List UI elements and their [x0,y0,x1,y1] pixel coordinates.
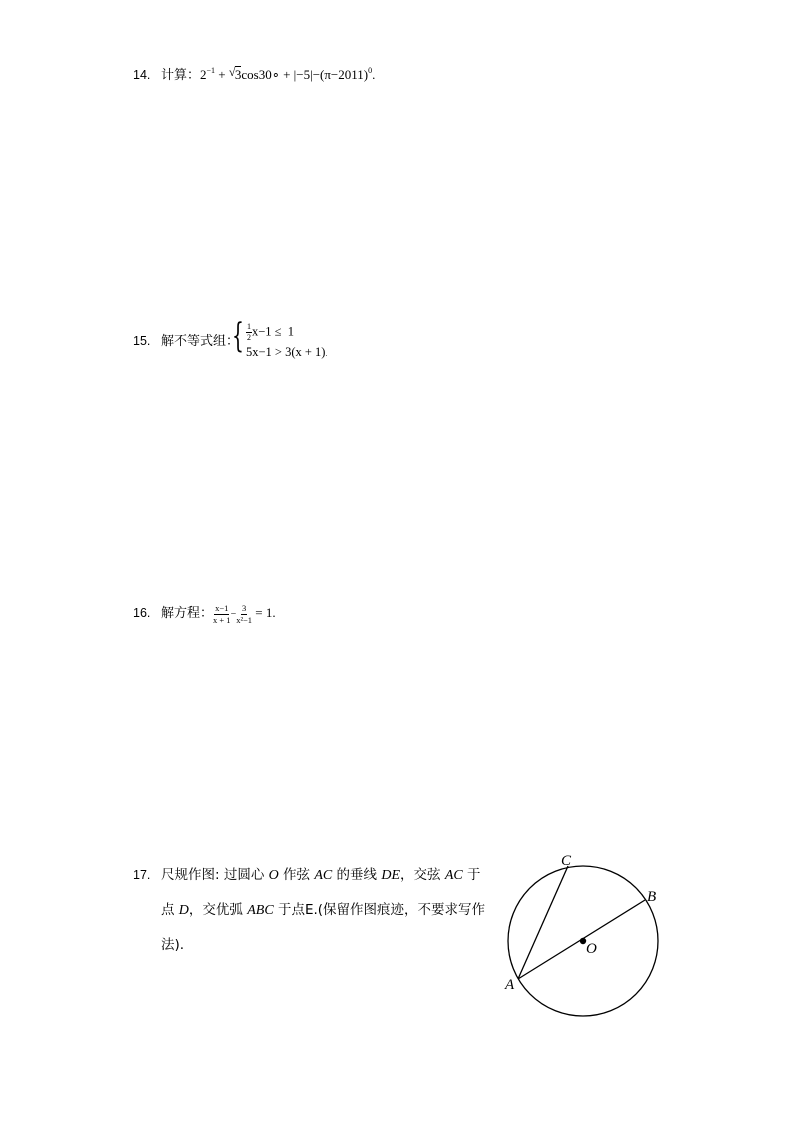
var-O: O [268,868,279,883]
text: 作弦 [278,867,315,883]
question-15 [133,334,239,348]
question-14 [133,65,376,83]
period: . [325,350,328,358]
text: ，交优弧 [188,902,248,918]
question-label: 解方程： [161,605,214,621]
denominator: x²−1 [236,614,253,625]
question-label: 计算： [161,68,201,83]
line-2 [133,893,493,928]
numerator: x−1 [215,603,229,613]
label-O: O [586,941,597,957]
numerator: 3 [242,603,247,613]
label-C: C [561,853,572,869]
var-DE: DE [381,868,401,883]
question-number: 17. [133,868,151,882]
line-1 [133,867,481,883]
equation [213,603,276,625]
text: 于 [462,867,481,883]
exponent: −1 [206,66,216,75]
question-label: 解不等式组： [161,334,240,349]
var-AC: AC [314,868,333,883]
period: . [372,67,376,82]
chord-AC [518,866,568,979]
var-AC: AC [444,868,463,883]
label-A: A [505,977,515,993]
var-ABC: ABC [247,903,274,918]
fraction [236,604,252,624]
question-number: 14. [133,68,151,82]
numerator: 1 [247,322,251,331]
text: ，交弦 [400,867,445,883]
plus-sign: + [215,67,229,82]
text: 点 [161,902,179,918]
inequality-text: 5x−1 > 3(x + 1) [246,345,326,359]
var-D: D [178,903,189,918]
sqrt [228,65,242,82]
question-17 [133,858,493,962]
text: 于点E.(保留作图痕迹，不要求写作 [273,902,486,918]
inequality-2 [246,345,327,360]
circle-figure [495,845,675,1025]
denominator: x + 1 [213,614,231,625]
question-number: 15. [133,334,151,348]
fraction [213,604,231,624]
inequality-text: x−1 ≤ 1 [252,324,295,339]
minus-sign: − [230,608,237,620]
cos-term: cos30∘ + |−5|−(π−2011) [241,67,369,82]
question-number: 16. [133,605,151,620]
radical-icon: √ [228,65,236,79]
line-3: 法). [161,937,185,953]
inequality-1 [246,323,294,342]
label-B: B [647,889,657,905]
expression [200,67,375,82]
question-16 [133,604,276,624]
sqrt-argument: 3 [234,67,242,82]
base: 2 [200,67,207,82]
text: 的垂线 [332,867,382,883]
text: 尺规作图: 过圆心 [161,867,269,883]
exponent: 0 [368,66,373,75]
right-hand-side: = 1. [252,604,276,620]
denominator: 2 [247,333,251,342]
brace-icon: { [232,316,244,356]
